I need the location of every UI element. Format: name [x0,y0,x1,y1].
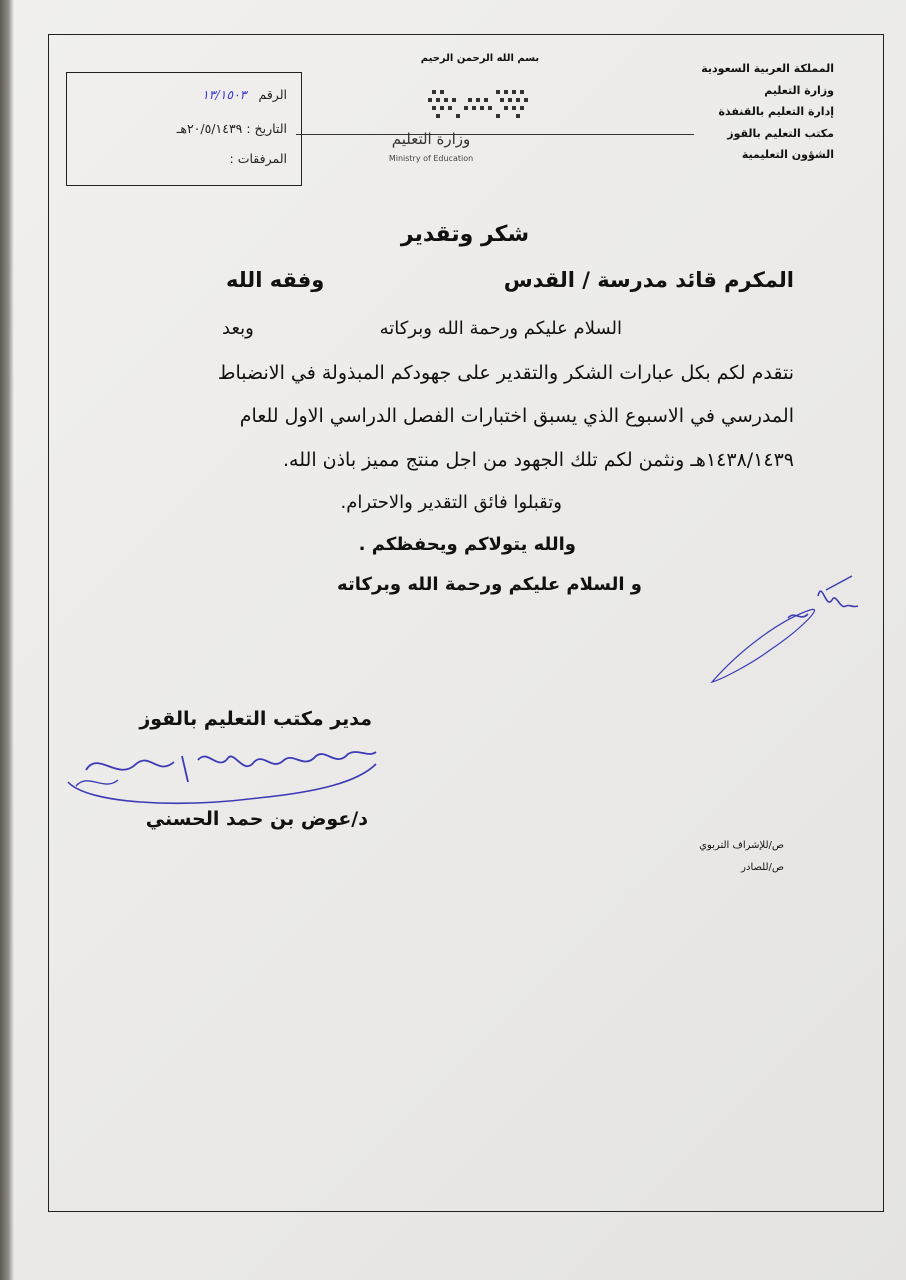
header-line-department: الشؤون التعليمية [741,148,834,161]
reference-date [177,121,287,136]
greeting: السلام عليكم ورحمة الله وبركاته [379,318,622,339]
reference-box [66,72,302,186]
reference-number [202,87,287,102]
body-line-1: نتقدم لكم بكل عبارات الشكر والتقدير على جهودكم المبذولة في الانضباط [217,362,794,384]
ministry-logo-english: Ministry of Education [388,154,474,163]
initials-signature [700,570,870,690]
handwritten-signature [58,742,388,812]
header-line-kingdom: المملكة العربية السعودية [701,62,834,75]
closing-prayer: والله يتولاكم ويحفظكم . [358,534,576,555]
closing-regards: وتقبلوا فائق التقدير والاحترام. [340,492,562,513]
reference-date-label: التاريخ : [246,121,287,136]
ministry-logo-arabic: وزارة التعليم [391,130,471,148]
cc-outgoing: ص/للصادر [741,862,784,873]
signatory-title: مدير مكتب التعليم بالقوز [139,708,372,730]
reference-attachments [230,151,287,166]
ministry-logo [376,88,536,168]
reference-attachments-label: المرفقات : [229,151,287,166]
reference-number-value: ١٣/١٥٠٣ [202,87,247,102]
header-line-office: مكتب التعليم بالقوز [727,126,834,140]
addressee: المكرم قائد مدرسة / القدس [503,268,794,292]
body-line-3: ١٤٣٨/١٤٣٩هـ ونثمن لكم تلك الجهود من اجل منتج مميز باذن الله. [283,449,794,471]
page-edge-shadow [0,0,14,1280]
wabaad: وبعد [222,318,254,339]
closing-salutation: و السلام عليكم ورحمة الله وبركاته [337,574,642,595]
bismillah: بسم الله الرحمن الرحيم [420,53,540,64]
reference-number-label: الرقم [258,87,287,102]
reference-date-value: ٢٠/٥/١٤٣٩هـ [176,121,243,136]
ministry-logo-icon [426,88,536,122]
header-line-administration: إدارة التعليم بالقنفذة [718,105,834,118]
header-line-ministry: وزارة التعليم [764,83,834,97]
signatory-name: د/عوض بن حمد الحسني [145,808,368,830]
cc-supervision: ص/للإشراف التربوي [699,840,784,851]
letter-title: شكر وتقدير [400,222,530,247]
header-institution [634,58,834,166]
body-line-2: المدرسي في الاسبوع الذي يسبق اختبارات الفصل الدراسي الاول للعام [239,405,794,427]
blessing: وفقه الله [226,268,325,292]
